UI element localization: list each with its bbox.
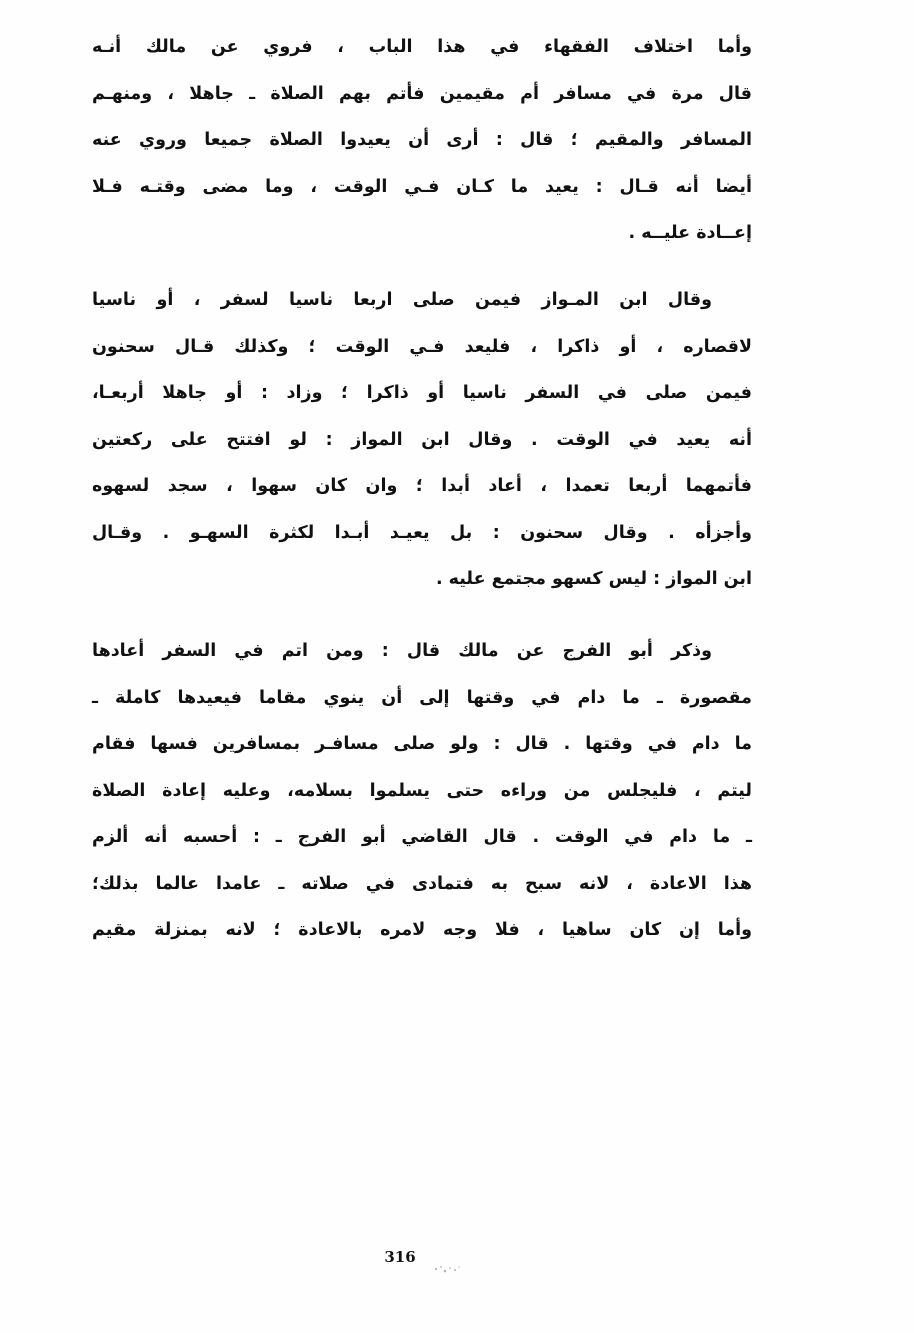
text-line: وذكر أبو الفرج عن مالك قال : ومن اتم في السفر أعادها (92, 641, 712, 661)
text-line: ما دام في وقتها . قال : ولو صلى مسافـر بمسافرين فسها فقام (92, 734, 752, 754)
text-line: إعــادة عليــه . (628, 223, 752, 243)
text-line: فأتمهما أربعا تعمدا ، أعاد أبدا ؛ وان كان سهوا ، سجد لسهوه (92, 476, 752, 496)
text-line: وأما إن كان ساهيا ، فلا وجه لامره بالاعادة ؛ لانه بمنزلة مقيم (92, 920, 752, 940)
text-line: هذا الاعادة ، لانه سبح به فتمادى في صلاته ـ عامدا عالما بذلك؛ (92, 873, 752, 894)
text-line: قال مرة في مسافر أم مقيمين فأتم بهم الصلاة ـ جاهلا ، ومنهـم (92, 83, 752, 104)
text-line: ـ ما دام في الوقت . قال القاضي أبو الفرج ـ : أحسبه أنه ألزم (92, 827, 752, 847)
print-speck-mark (430, 1262, 464, 1276)
paragraph-1 (92, 24, 752, 257)
text-line: أنه يعيد في الوقت . وقال ابن المواز : لو افتتح على ركعتين (92, 429, 752, 450)
paragraph-3 (92, 628, 752, 954)
page-number: 316 (384, 1248, 416, 1266)
text-line: فيمن صلى في السفر ناسيا أو ذاكرا ؛ وزاد : أو جاهلا أربعـا، (92, 383, 752, 403)
text-line: ابن المواز : ليس كسهو مجتمع عليه . (435, 569, 752, 589)
paragraph-2 (92, 277, 752, 603)
text-line: وأجزأه . وقال سحنون : بل يعيـد أبـدا لكثرة السهـو . وقـال (92, 522, 752, 543)
text-line: المسافر والمقيم ؛ قال : أرى أن يعيدوا الصلاة جميعا وروي عنه (92, 130, 752, 150)
text-line: أيضا أنه قـال : يعيد ما كـان فـي الوقت ، وما مضى وقتـه فـلا (92, 176, 752, 197)
text-line: ليتم ، فليجلس من وراءه حتى يسلموا بسلامه، وعليه إعادة الصلاة (92, 780, 752, 801)
text-line: لاقصاره ، أو ذاكرا ، فليعد فـي الوقت ؛ وكذلك قـال سحنون (92, 336, 752, 357)
text-line: وقال ابن المـواز فيمن صلى اربعا ناسيا لسفر ، أو ناسيا (92, 290, 712, 310)
text-line: مقصورة ـ ما دام في وقتها إلى أن ينوي مقاما فيعيدها كاملة ـ (92, 687, 752, 708)
text-line: وأما اختلاف الفقهاء في هذا الباب ، فروي عن مالك أنـه (92, 37, 752, 57)
